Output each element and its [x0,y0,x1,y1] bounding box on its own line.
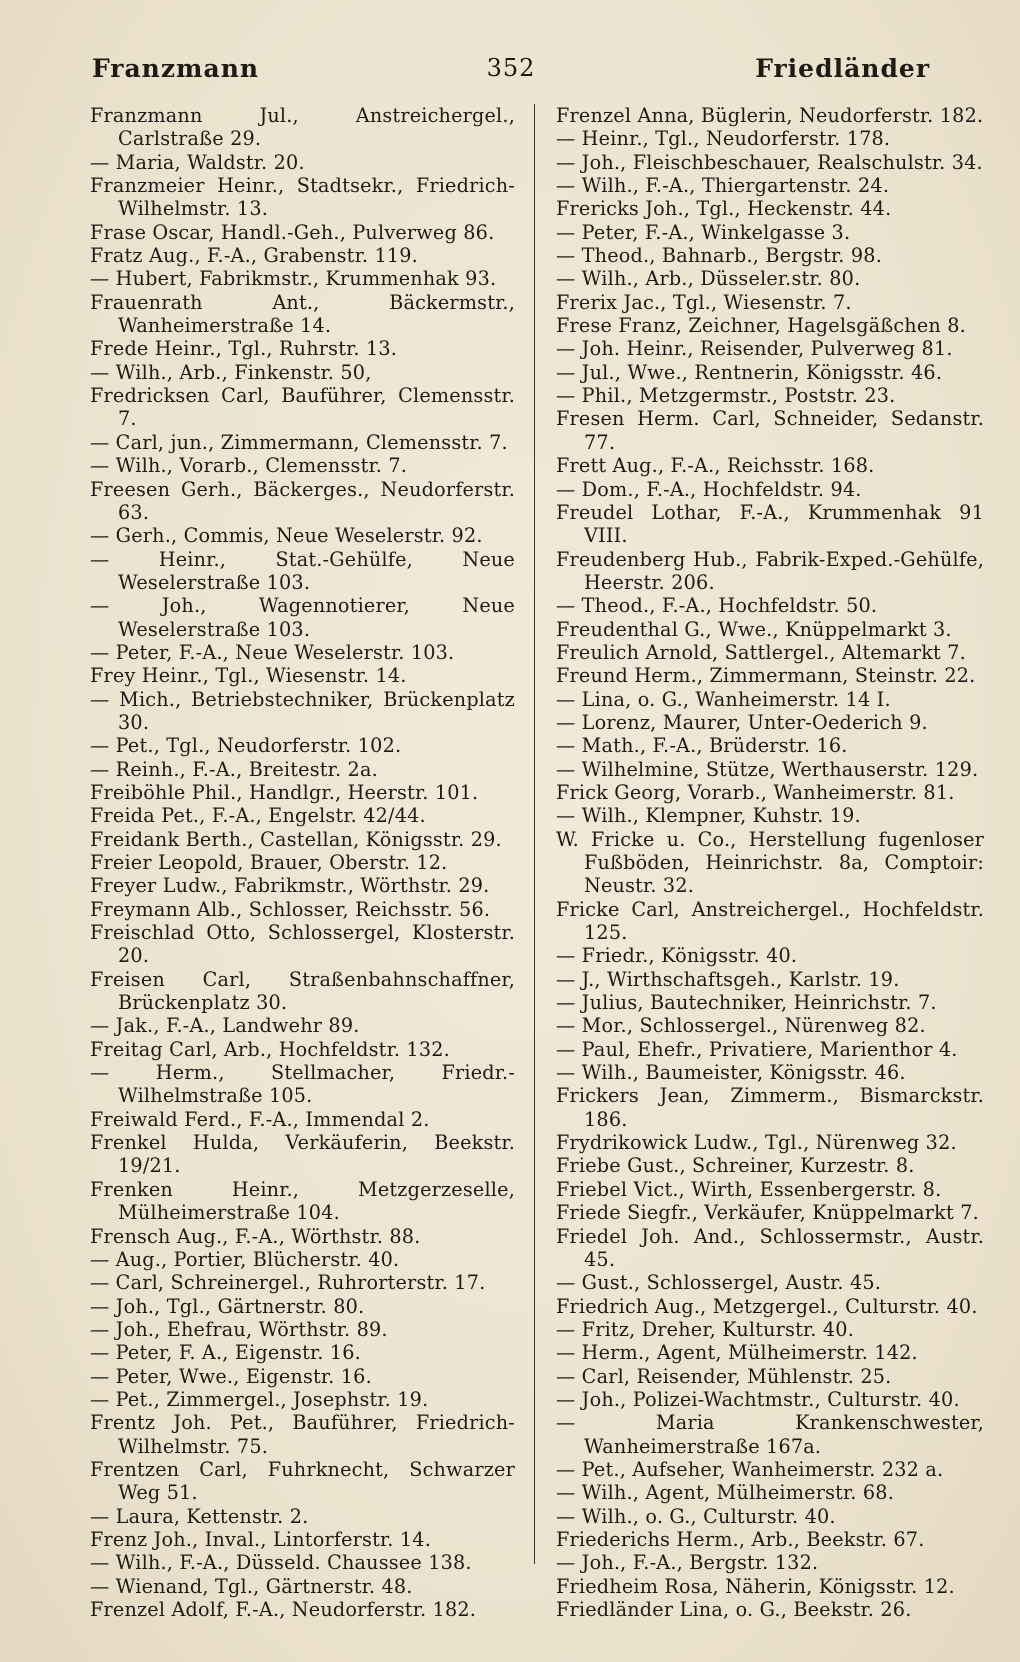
directory-entry: — Peter, F.-A., Neue Weselerstr. 103. [90,640,455,664]
directory-entry: — Wilh., o. G., Culturstr. 40. [556,1504,836,1528]
directory-entry: — Friedr., Königsstr. 40. [556,944,798,968]
directory-entry: — Math., F.-A., Brüderstr. 16. [556,734,848,758]
directory-entry: Freesen Gerh., Bäckerges., Neudorferstr. 63. [90,477,515,524]
directory-entry: Fricke Carl, Anstreichergel., Hochfeldstr. 125. [556,897,984,945]
directory-entry: — Pet., Aufseher, Wanheimerstr. 232 a. [556,1457,944,1481]
directory-entry: Frenzel Anna, Büglerin, Neudorferstr. 182. [556,104,984,127]
directory-entry: Frerix Jac., Tgl., Wiesenstr. 7. [556,290,852,314]
directory-entry: Frensch Aug., F.-A., Wörthstr. 88. [90,1224,421,1248]
directory-entry: — Wilh., Arb., Düsseler.str. 80. [556,267,861,291]
directory-entry: Frett Aug., F.-A., Reichsstr. 168. [556,454,875,478]
directory-entry: — Joh., Tgl., Gärtnerstr. 80. [90,1294,365,1318]
directory-entry: — Theod., Bahnarb., Bergstr. 98. [556,244,883,268]
left-column [90,104,515,1621]
directory-entry: Freulich Arnold, Sattlergel., Altemarkt 7. [556,640,966,664]
directory-entry: — Paul, Ehefr., Privatiere, Marienthor 4. [556,1037,958,1061]
directory-entry: Freischlad Otto, Schlossergel, Klosterstr. 20. [90,921,515,968]
directory-entry: Frenken Heinr., Metzgerzeselle, Mülheimerstraße 104. [90,1177,515,1225]
directory-entry: — Peter, F. A., Eigenstr. 16. [90,1341,361,1365]
directory-entry: Fratz Aug., F.-A., Grabenstr. 119. [90,244,418,268]
directory-entry: — Jul., Wwe., Rentnerin, Königsstr. 46. [556,360,943,384]
directory-entry: Frick Georg, Vorarb., Wanheimerstr. 81. [556,780,955,804]
directory-entry: — Joh., Ehefrau, Wörthstr. 89. [90,1317,388,1341]
directory-entry: Friebel Vict., Wirth, Essenbergerstr. 8. [556,1177,942,1201]
directory-entry: — Wilhelmine, Stütze, Werthauserstr. 129. [556,757,979,781]
directory-entry: Frericks Joh., Tgl., Heckenstr. 44. [556,197,892,221]
directory-entry: — Dom., F.-A., Hochfeldstr. 94. [556,477,862,501]
directory-entry: — Pet., Zimmergel., Josephstr. 19. [90,1387,429,1411]
directory-entry: — Laura, Kettenstr. 2. [90,1504,309,1528]
directory-entry: — Carl, Reisender, Mühlenstr. 25. [556,1364,892,1388]
directory-entry: Friedel Joh. And., Schlossermstr., Austr. 45. [556,1224,984,1271]
directory-entry: — Joh. Heinr., Reisender, Pulverweg 81. [556,337,953,361]
directory-entry: Frese Franz, Zeichner, Hagelsgäßchen 8. [556,314,966,338]
directory-entry: — Maria Krankenschwester, Wanheimerstraße 167a. [556,1411,984,1458]
directory-entry: Frenkel Hulda, Verkäuferin, Beekstr. 19/21. [90,1131,515,1178]
directory-entry: — Lina, o. G., Wanheimerstr. 14 I. [556,687,891,711]
directory-entry: — Wilh., F.-A., Thiergartenstr. 24. [556,174,890,198]
directory-entry: — Peter, F.-A., Winkelgasse 3. [556,220,851,244]
directory-entry: Freudenthal G., Wwe., Knüppelmarkt 3. [556,617,952,641]
directory-entry: — Phil., Metzgermstr., Poststr. 23. [556,384,896,408]
directory-entry: Frauenrath Ant., Bäckermstr., Wanheimerstraße 14. [90,290,515,338]
directory-entry: — Maria, Waldstr. 20. [90,150,305,174]
directory-entry: — Joh., F.-A., Bergstr. 132. [556,1551,819,1575]
directory-entry: Frenzel Adolf, F.-A., Neudorferstr. 182. [90,1598,477,1621]
directory-entry: — Peter, Wwe., Eigenstr. 16. [90,1364,372,1388]
directory-entry: Freiböhle Phil., Handlgr., Heerstr. 101. [90,780,479,804]
directory-entry: — Aug., Portier, Blücherstr. 40. [90,1247,400,1271]
directory-entry: Freund Herm., Zimmermann, Steinstr. 22. [556,664,976,688]
directory-entry: — Herm., Agent, Mülheimerstr. 142. [556,1341,918,1365]
column-divider [534,104,535,1564]
header-last-name: Friedländer [755,54,930,83]
directory-entry: — Reinh., F.-A., Breitestr. 2a. [90,757,378,781]
directory-entry: — Wilh., F.-A., Düsseld. Chaussee 138. [90,1551,472,1575]
page-number: 352 [486,54,536,82]
header-first-name: Franzmann [92,54,260,83]
directory-entry: Freudel Lothar, F.-A., Krummenhak 91 VIII. [556,500,984,548]
directory-entry: — Joh., Polizei-Wachtmstr., Culturstr. 40. [556,1387,960,1411]
directory-entry: Frenz Joh., Inval., Lintorferstr. 14. [90,1527,431,1551]
directory-entry: — Heinr., Tgl., Neudorferstr. 178. [556,127,891,151]
directory-entry: Frickers Jean, Zimmerm., Bismarckstr. 186. [556,1084,984,1131]
directory-entry: Frydrikowick Ludw., Tgl., Nürenweg 32. [556,1131,957,1155]
directory-entry: Freudenberg Hub., Fabrik-Exped.-Gehülfe, Heerstr. 206. [556,547,984,594]
directory-entry: Freymann Alb., Schlosser, Reichsstr. 56. [90,897,491,921]
directory-entry: — Julius, Bautechniker, Heinrichstr. 7. [556,991,937,1015]
directory-entry: — Theod., F.-A., Hochfeldstr. 50. [556,594,878,618]
directory-entry: Freidank Berth., Castellan, Königsstr. 29. [90,827,502,851]
directory-entry: Franzmeier Heinr., Stadtsekr., Friedrich-Wilhelmstr. 13. [90,174,515,221]
directory-entry: Franzmann Jul., Anstreichergel., Carlstraße 29. [90,104,515,151]
directory-entry: — Carl, jun., Zimmermann, Clemensstr. 7. [90,430,508,454]
directory-entry: Freyer Ludw., Fabrikmstr., Wörthstr. 29. [90,874,490,898]
directory-entry: — Wienand, Tgl., Gärtnerstr. 48. [90,1574,413,1598]
directory-entry: Friedländer Lina, o. G., Beekstr. 26. [556,1598,912,1621]
directory-entry: — J., Wirthschaftsgeh., Karlstr. 19. [556,967,900,991]
directory-entry: — Wilh., Arb., Finkenstr. 50, [90,360,372,384]
directory-entry: Fresen Herm. Carl, Schneider, Sedanstr. 77. [556,407,984,454]
directory-entry: Frase Oscar, Handl.-Geh., Pulverweg 86. [90,220,495,244]
directory-entry: — Wilh., Baumeister, Königsstr. 46. [556,1061,906,1085]
directory-entry: Fredricksen Carl, Bauführer, Clemensstr. 7. [90,384,515,431]
directory-entry: — Gust., Schlossergel, Austr. 45. [556,1271,882,1295]
directory-entry: Freiwald Ferd., F.-A., Immendal 2. [90,1107,430,1131]
directory-entry: Friedrich Aug., Metzgergel., Culturstr. 40. [556,1294,978,1318]
directory-entry: — Jak., F.-A., Landwehr 89. [90,1014,360,1038]
directory-entry: Freier Leopold, Brauer, Oberstr. 12. [90,851,448,874]
directory-entry: — Herm., Stellmacher, Friedr.-Wilhelmstraße 105. [90,1061,515,1108]
directory-entry: — Pet., Tgl., Neudorferstr. 102. [90,734,402,758]
directory-entry: — Fritz, Dreher, Kulturstr. 40. [556,1317,854,1341]
directory-entry: — Gerh., Commis, Neue Weselerstr. 92. [90,524,483,548]
page-header [86,54,936,94]
directory-entry: — Wilh., Vorarb., Clemensstr. 7. [90,454,408,478]
directory-entry: Freida Pet., F.-A., Engelstr. 42/44. [90,804,426,828]
directory-entry: — Joh., Fleischbeschauer, Realschulstr. 34. [556,150,983,174]
directory-entry: — Carl, Schreinergel., Ruhrorterstr. 17. [90,1271,486,1295]
directory-entry: Frede Heinr., Tgl., Ruhrstr. 13. [90,337,398,361]
directory-entry: — Mich., Betriebstechniker, Brückenplatz 30. [90,687,515,734]
directory-entry: Frey Heinr., Tgl., Wiesenstr. 14. [90,664,407,688]
directory-entry: Friederichs Herm., Arb., Beekstr. 67. [556,1527,925,1551]
directory-entry: — Mor., Schlossergel., Nürenweg 82. [556,1014,926,1038]
directory-entry: — Heinr., Stat.-Gehülfe, Neue Weselerstraße 103. [90,547,515,594]
directory-entry: W. Fricke u. Co., Herstellung fugenloser Fußböden, Heinrichstr. 8a, Comptoir: Neustr. 32. [556,827,984,898]
directory-entry: Frentz Joh. Pet., Bauführer, Friedrich-Wilhelmstr. 75. [90,1411,515,1458]
directory-entry: — Joh., Wagennotierer, Neue Weselerstraße 103. [90,594,515,641]
directory-entry: — Lorenz, Maurer, Unter-Oederich 9. [556,710,928,734]
directory-entry: Freitag Carl, Arb., Hochfeldstr. 132. [90,1037,450,1061]
directory-entry: — Hubert, Fabrikmstr., Krummenhak 93. [90,267,497,291]
directory-entry: Frentzen Carl, Fuhrknecht, Schwarzer Weg 51. [90,1457,515,1505]
directory-entry: Freisen Carl, Straßenbahnschaffner, Brückenplatz 30. [90,967,515,1015]
right-column [556,104,984,1621]
directory-entry: Friedheim Rosa, Näherin, Königsstr. 12. [556,1574,955,1598]
directory-entry: — Wilh., Agent, Mülheimerstr. 68. [556,1481,895,1505]
directory-entry: — Wilh., Klempner, Kuhstr. 19. [556,804,861,828]
directory-entry: Friebe Gust., Schreiner, Kurzestr. 8. [556,1154,915,1178]
directory-entry: Friede Siegfr., Verkäufer, Knüppelmarkt 7. [556,1201,979,1225]
